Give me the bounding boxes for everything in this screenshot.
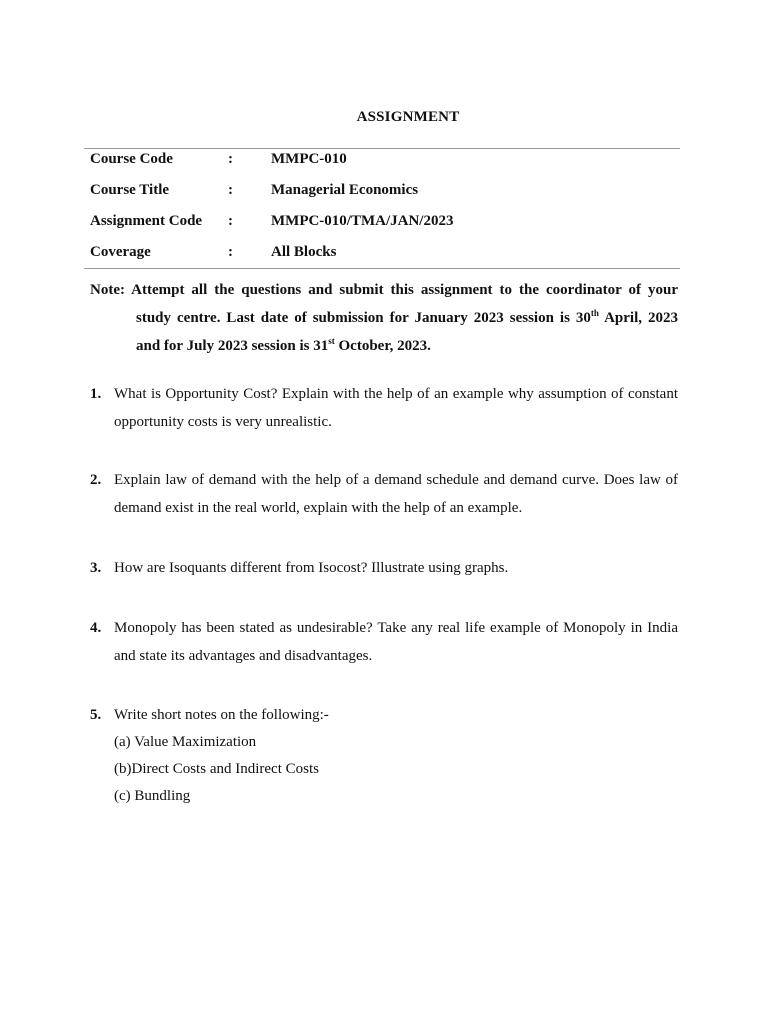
sub-item-b: (b)Direct Costs and Indirect Costs — [114, 761, 319, 777]
question-line: opportunity costs is very unrealistic. — [114, 414, 332, 430]
note-line-3 — [90, 332, 678, 360]
meta-row-course-code — [90, 151, 680, 173]
note-line-2 — [90, 304, 678, 332]
question-number: 5. — [90, 707, 102, 723]
page-title: ASSIGNMENT — [356, 109, 460, 125]
question-3 — [90, 554, 678, 582]
meta-label: Coverage — [90, 244, 151, 260]
bottom-divider — [84, 268, 680, 269]
note-line-3-tail: October, 2023. — [334, 338, 431, 354]
note-line-3-text: and for July 2023 session is 31 — [136, 338, 329, 354]
meta-value: All Blocks — [271, 244, 337, 260]
question-line: demand exist in the real world, explain with the help of an example. — [114, 500, 523, 516]
note-superscript-st: st — [328, 336, 335, 346]
meta-label: Assignment Code — [90, 213, 203, 229]
meta-colon: : — [228, 182, 233, 198]
question-line: What is Opportunity Cost? Explain with the help of an example why assumption of constant — [114, 386, 678, 402]
meta-value: MMPC-010/TMA/JAN/2023 — [271, 213, 454, 229]
question-text — [114, 380, 678, 436]
question-line: Explain law of demand with the help of a demand schedule and demand curve. Does law of — [114, 472, 678, 488]
note-superscript-th: th — [590, 308, 599, 318]
question-text — [114, 702, 678, 810]
question-number: 1. — [90, 386, 102, 402]
question-number: 3. — [90, 560, 102, 576]
meta-colon: : — [228, 151, 233, 167]
question-line: Write short notes on the following:- — [114, 707, 329, 723]
meta-label: Course Title — [90, 182, 170, 198]
question-text — [114, 466, 678, 522]
sub-item-c: (c) Bundling — [114, 788, 191, 804]
meta-row-course-title — [90, 182, 680, 204]
question-4 — [90, 614, 678, 670]
question-2 — [90, 466, 678, 522]
question-number: 2. — [90, 472, 102, 488]
question-5 — [90, 702, 678, 810]
question-line: How are Isoquants different from Isocost? Illustrate using graphs. — [114, 560, 509, 576]
meta-colon: : — [228, 244, 233, 260]
meta-value: MMPC-010 — [271, 151, 347, 167]
question-line: and state its advantages and disadvantages. — [114, 648, 373, 664]
note-line-2-tail: April, 2023 — [598, 310, 678, 326]
question-text — [114, 554, 678, 582]
meta-colon: : — [228, 213, 233, 229]
top-divider — [84, 148, 680, 149]
submission-note — [90, 276, 678, 360]
meta-row-coverage — [90, 244, 680, 266]
question-number: 4. — [90, 620, 102, 636]
question-line: Monopoly has been stated as undesirable? Take any real life example of Monopoly in India — [114, 620, 678, 636]
meta-value: Managerial Economics — [271, 182, 419, 198]
note-line-2-text: study centre. Last date of submission for January 2023 session is 30 — [136, 310, 591, 326]
question-1 — [90, 380, 678, 436]
sub-item-a: (a) Value Maximization — [114, 734, 257, 750]
meta-label: Course Code — [90, 151, 173, 167]
note-line-1: Note: Attempt all the questions and submit this assignment to the coordinator of your — [90, 282, 678, 298]
question-text — [114, 614, 678, 670]
meta-row-assignment-code — [90, 213, 680, 235]
